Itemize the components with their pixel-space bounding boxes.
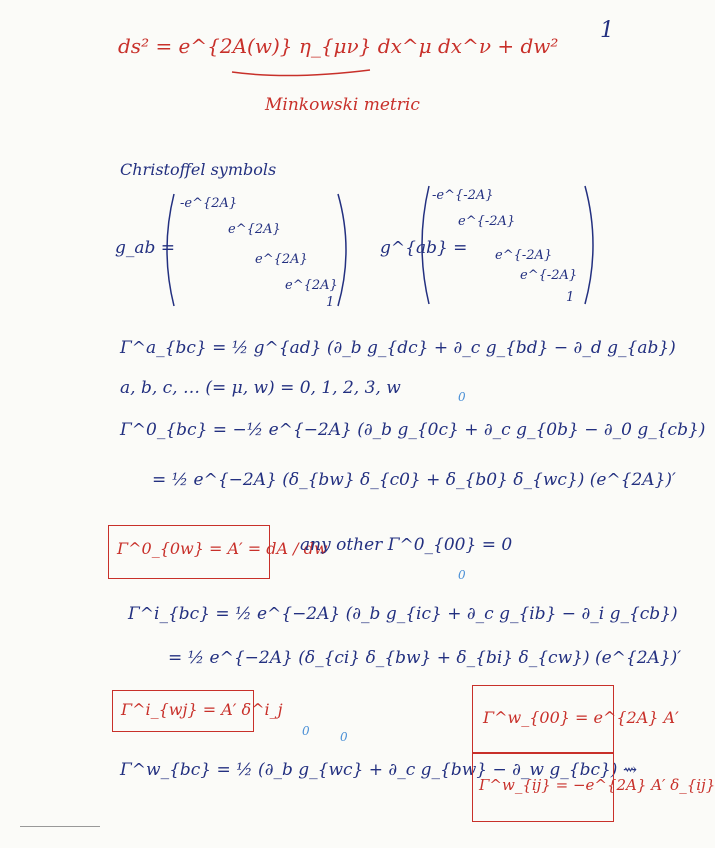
g-lower-entry-22: e^{2A} [255,252,308,267]
gamma-i-bc: Γ^i_{bc} = ½ e^{−2A} (∂_b g_{ic} + ∂_c g_{ib} − ∂_i g_{cb}) [128,604,678,624]
g-upper-label: g^{ab} = [380,238,468,258]
gamma-0-bc-expanded: = ½ e^{−2A} (δ_{bw} δ_{c0} + δ_{b0} δ_{wc}) (e^{2A})′ [152,470,676,490]
box-gamma-w [472,685,715,822]
g-upper-entry-11: e^{-2A} [458,214,516,229]
gamma-w-bc: Γ^w_{bc} = ½ (∂_b g_{wc} + ∂_c g_{bw} − ∂_w g_{bc}) ⇝ [120,760,638,780]
g-lower-entry-33: e^{2A} [285,278,338,293]
zero-mark-4: 0 [340,730,348,744]
section-title: Christoffel symbols [120,160,277,179]
christoffel-general: Γ^a_{bc} = ½ g^{ad} (∂_b g_{dc} + ∂_c g_{bd} − ∂_d g_{ab}) [120,338,676,358]
gamma-0w-result: Γ^0_{0w} = A′ = dA / dw [117,539,328,558]
g-upper-entry-ww: 1 [566,290,575,305]
gamma-i-bc-expanded: = ½ e^{−2A} (δ_{ci} δ_{bw} + δ_{bi} δ_{cw}) (e^{2A})′ [168,648,682,668]
box-divider [473,752,613,754]
zero-mark-2: 0 [458,568,466,582]
metric-equation: ds² = e^{2A(w)} η_{μν} dx^μ dx^ν + dw² [118,34,559,58]
gamma-wij-result: Γ^w_{ij} = −e^{2A} A′ δ_{ij} [479,776,715,794]
gamma-w00-result: Γ^w_{00} = e^{2A} A′ [483,708,679,727]
zero-mark-3: 0 [302,724,310,738]
box-gamma-iwj [112,690,283,732]
g-lower-entry-00: -e^{2A} [180,196,238,211]
metric-annotation: Minkowski metric [265,95,420,115]
index-range: a, b, c, … (= μ, w) = 0, 1, 2, 3, w [120,378,401,398]
box-gamma-0w [108,525,328,579]
g-lower-entry-ww: 1 [326,295,335,310]
g-upper-entry-33: e^{-2A} [520,268,578,283]
g-upper-entry-22: e^{-2A} [495,248,553,263]
g-lower-label: g_ab = [115,238,176,258]
page-number: 1 [600,18,614,43]
zero-mark-1: 0 [458,390,466,404]
gamma-iwj-result: Γ^i_{wj} = A′ δ^i_j [121,700,283,719]
gamma-0-bc: Γ^0_{bc} = −½ e^{−2A} (∂_b g_{0c} + ∂_c g_{0b} − ∂_0 g_{cb}) [120,420,706,440]
g-upper-entry-00: -e^{-2A} [432,188,494,203]
g-lower-entry-11: e^{2A} [228,222,281,237]
bottom-rule [20,826,100,827]
metric-underline [230,64,380,84]
other-gamma-note: any other Γ^0_{00} = 0 [300,535,513,555]
